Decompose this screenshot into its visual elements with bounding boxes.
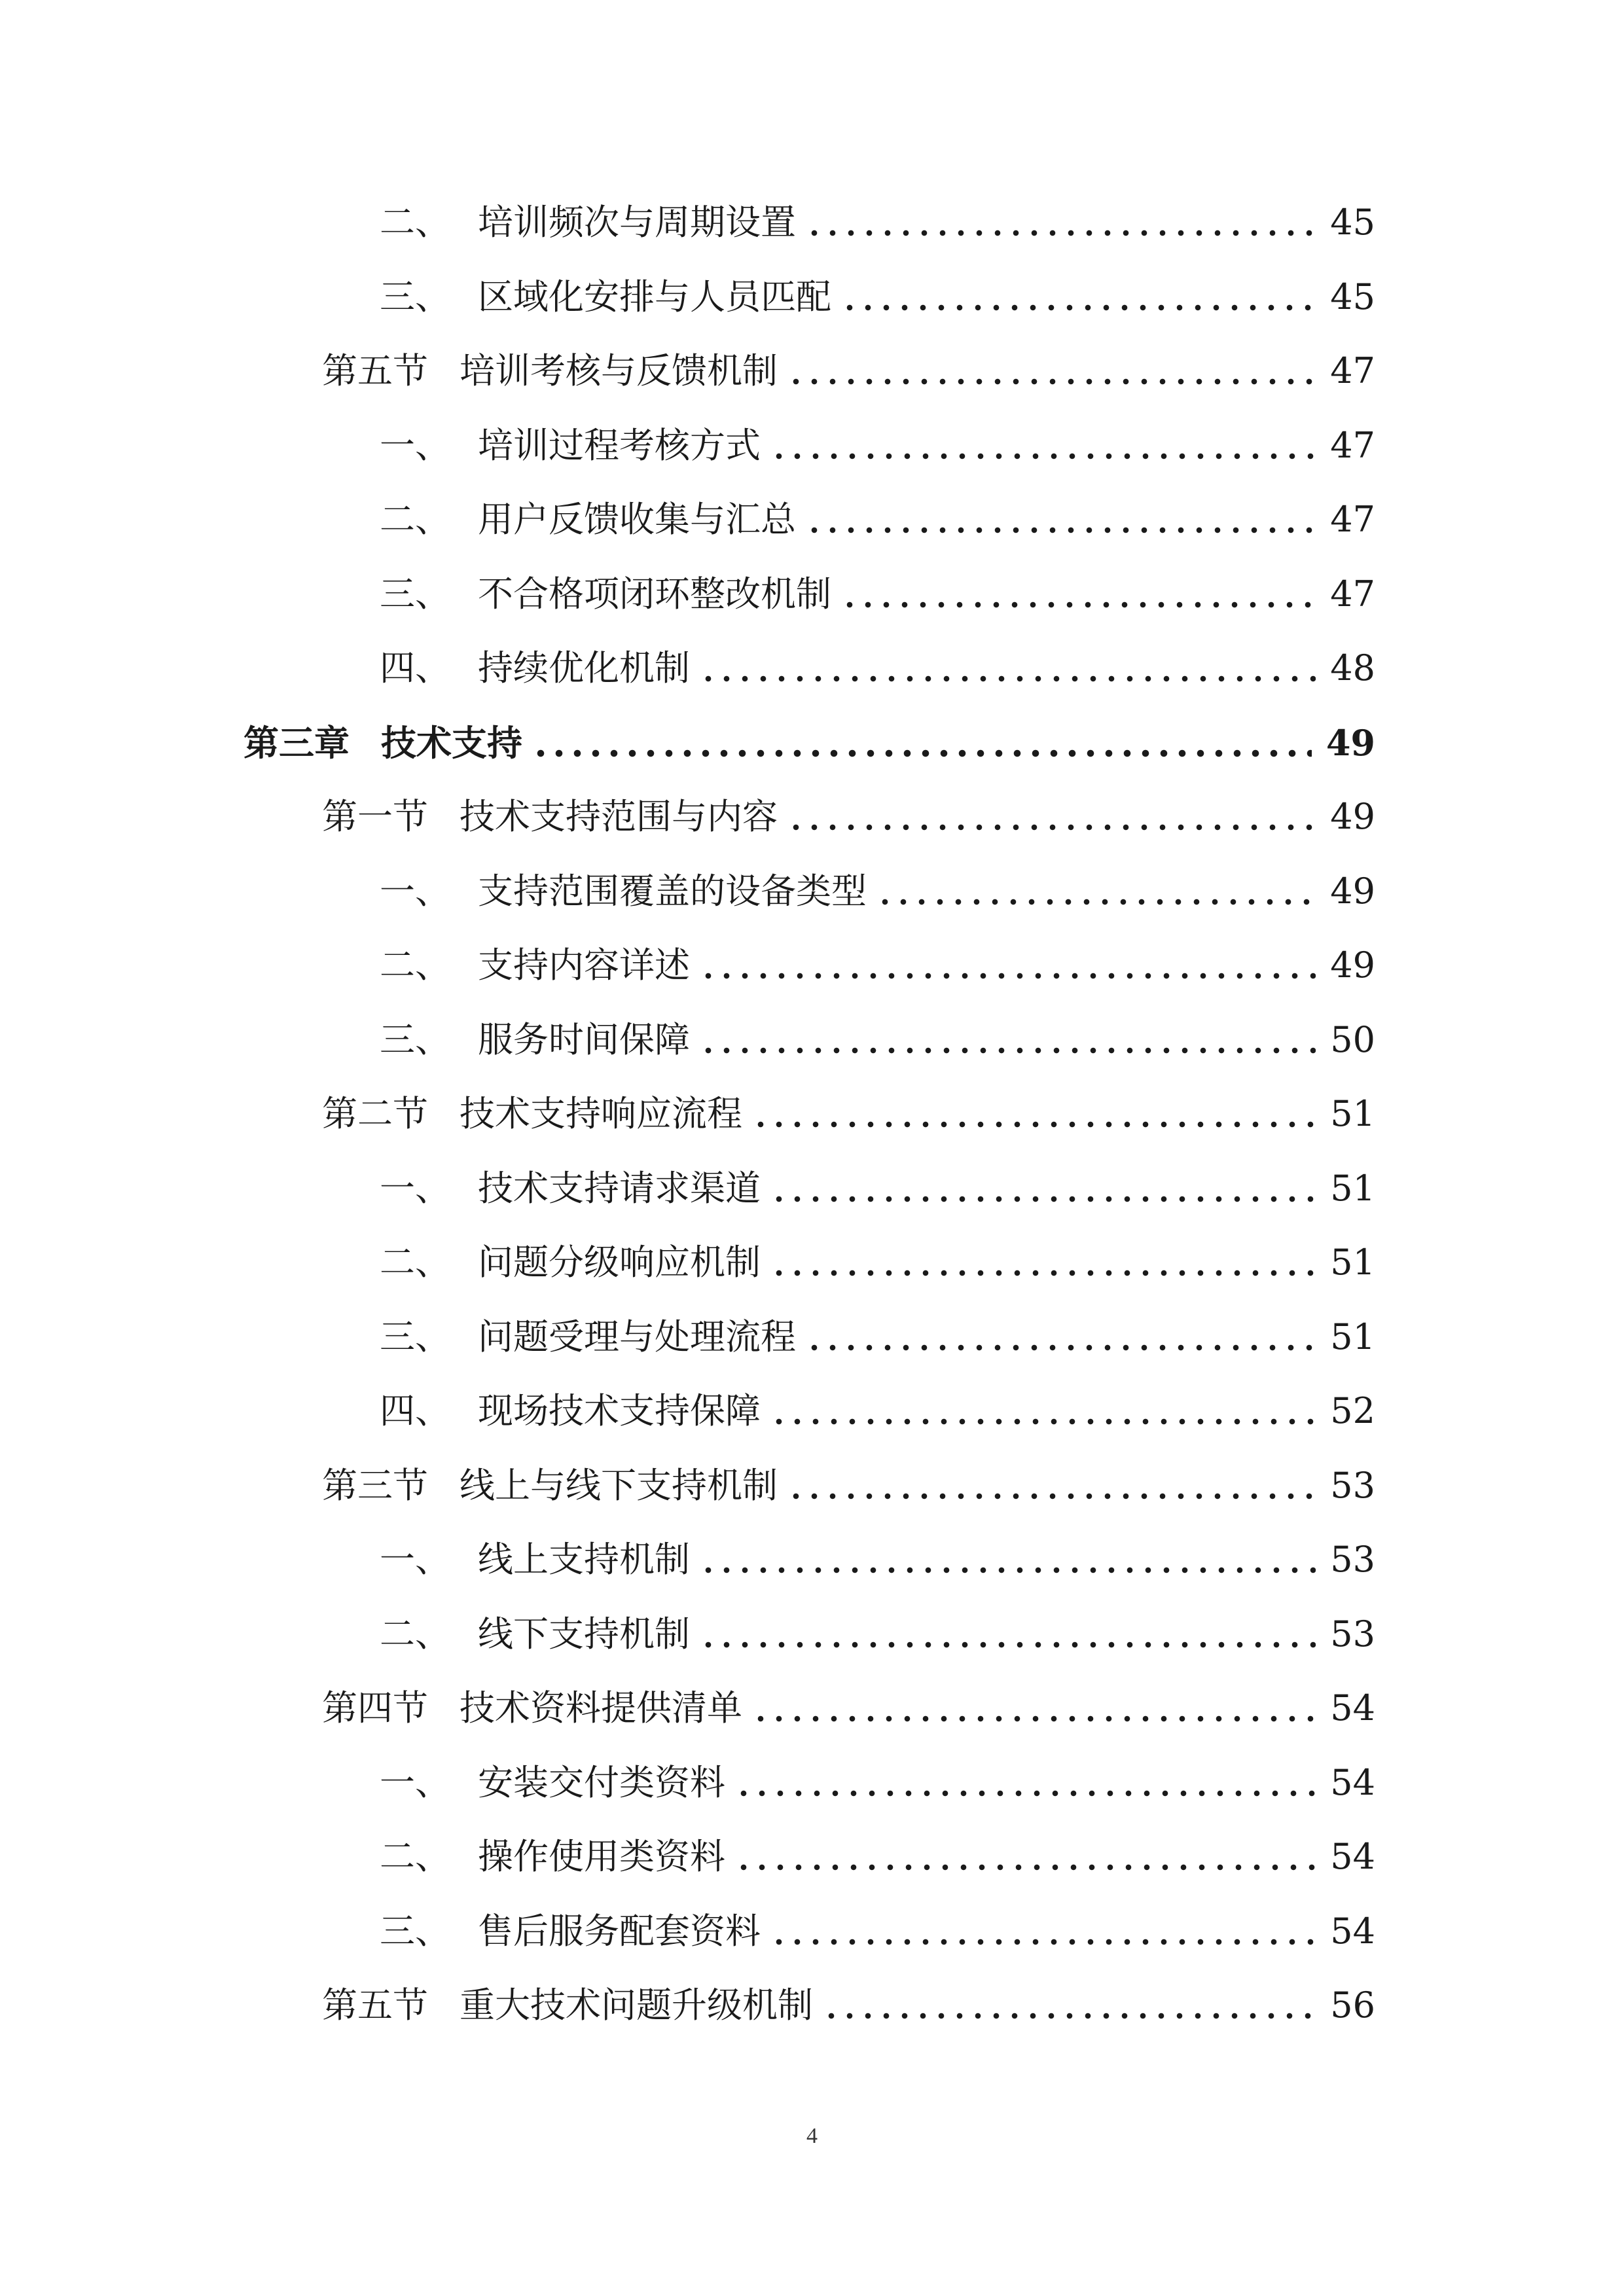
toc-entry[interactable]	[322, 1081, 1375, 1147]
toc-entry[interactable]	[380, 487, 1375, 552]
toc-entry-number: 第一节	[322, 796, 428, 837]
toc-entry-page: 51	[1330, 1168, 1375, 1209]
toc-entry-number: 二、	[380, 499, 450, 540]
toc-entry-title: 支持范围覆盖的设备类型	[478, 870, 867, 912]
toc-entry[interactable]	[380, 1007, 1375, 1073]
toc-entry-number: 二、	[380, 1836, 450, 1877]
toc-entry-title: 安装交付类资料	[478, 1762, 725, 1803]
toc-entry[interactable]	[322, 784, 1375, 850]
toc-entry-number: 第二节	[322, 1093, 428, 1134]
toc-entry-title: 区域化安排与人员匹配	[478, 276, 831, 317]
toc-entry-number: 三、	[380, 573, 450, 615]
toc-entry-number: 三、	[380, 1910, 450, 1952]
toc-entry-page: 49	[1330, 944, 1375, 986]
toc-entry-title: 用户反馈收集与汇总	[478, 499, 796, 540]
dot-leader	[805, 226, 1316, 240]
toc-entry[interactable]	[380, 1899, 1375, 1964]
toc-entry-title: 问题受理与处理流程	[478, 1316, 796, 1357]
toc-entry-title: 培训频次与周期设置	[478, 202, 796, 243]
toc-entry-page: 53	[1330, 1613, 1375, 1655]
toc-entry[interactable]	[322, 338, 1375, 404]
toc-entry-number: 二、	[380, 1613, 450, 1655]
toc-entry[interactable]	[380, 1156, 1375, 1221]
toc-entry-title: 技术支持范围与内容	[460, 796, 778, 837]
toc-entry[interactable]	[380, 1230, 1375, 1295]
toc-entry-number: 三、	[380, 1019, 450, 1060]
toc-entry-page: 54	[1330, 1687, 1375, 1729]
toc-entry-title: 操作使用类资料	[478, 1836, 725, 1877]
toc-entry[interactable]	[380, 264, 1375, 330]
toc-entry-title: 支持内容详述	[478, 944, 690, 986]
toc-entry-number: 第五节	[322, 1984, 428, 2026]
toc-entry-number: 三、	[380, 276, 450, 317]
dot-leader	[805, 1341, 1316, 1354]
dot-leader	[699, 672, 1316, 685]
toc-entry-number: 第三章	[244, 722, 350, 764]
dot-leader	[787, 375, 1316, 388]
toc-entry-page: 56	[1330, 1984, 1375, 2026]
toc-entry-page: 51	[1330, 1316, 1375, 1357]
toc-entry-title: 重大技术问题升级机制	[460, 1984, 813, 2026]
dot-leader	[876, 895, 1316, 908]
toc-entry-page: 45	[1330, 202, 1375, 243]
toc-entry-number: 二、	[380, 202, 450, 243]
toc-entry[interactable]	[244, 710, 1375, 776]
toc-entry-page: 53	[1330, 1465, 1375, 1506]
toc-entry[interactable]	[380, 636, 1375, 701]
toc-entry-page: 49	[1330, 796, 1375, 837]
dot-leader	[770, 1193, 1316, 1206]
dot-leader	[699, 1564, 1316, 1577]
toc-entry-page: 47	[1330, 425, 1375, 466]
dot-leader	[787, 1490, 1316, 1503]
toc-entry-title: 技术资料提供清单	[460, 1687, 742, 1729]
dot-leader	[751, 1712, 1316, 1725]
toc-entry[interactable]	[380, 1824, 1375, 1890]
toc-entry[interactable]	[380, 859, 1375, 924]
toc-entry[interactable]	[380, 190, 1375, 255]
dot-leader	[751, 1118, 1316, 1131]
toc-entry-number: 三、	[380, 1316, 450, 1357]
dot-leader	[840, 598, 1316, 611]
dot-leader	[734, 1861, 1316, 1874]
dot-leader	[699, 1638, 1316, 1651]
toc-entry[interactable]	[380, 933, 1375, 998]
toc-entry-page: 48	[1330, 647, 1375, 689]
toc-entry[interactable]	[380, 1304, 1375, 1370]
dot-leader	[734, 1787, 1316, 1800]
toc-entry-title: 线上与线下支持机制	[460, 1465, 778, 1506]
toc-entry-title: 售后服务配套资料	[478, 1910, 761, 1952]
toc-entry-page: 54	[1330, 1762, 1375, 1803]
toc-entry-page: 49	[1326, 722, 1375, 764]
toc-entry-number: 一、	[380, 1539, 450, 1580]
toc-entry-number: 第五节	[322, 350, 428, 391]
dot-leader	[770, 1935, 1316, 1948]
dot-leader	[770, 1266, 1316, 1280]
dot-leader	[840, 301, 1316, 314]
toc-entry[interactable]	[322, 1453, 1375, 1518]
toc-entry-title: 技术支持	[381, 722, 522, 764]
dot-leader	[787, 821, 1316, 834]
toc-entry-title: 现场技术支持保障	[478, 1390, 761, 1431]
toc-entry[interactable]	[322, 1973, 1375, 2038]
dot-leader	[770, 1415, 1316, 1428]
toc-entry-page: 47	[1330, 499, 1375, 540]
page-number: 4	[806, 2124, 818, 2148]
toc-entry-number: 一、	[380, 1762, 450, 1803]
toc-entry-title: 不合格项闭环整改机制	[478, 573, 831, 615]
dot-leader	[770, 450, 1316, 463]
toc-entry-number: 四、	[380, 1390, 450, 1431]
toc-entry-number: 一、	[380, 1168, 450, 1209]
toc-entry-number: 第三节	[322, 1465, 428, 1506]
toc-entry-page: 53	[1330, 1539, 1375, 1580]
toc-entry-page: 51	[1330, 1242, 1375, 1283]
toc-entry-title: 技术支持响应流程	[460, 1093, 742, 1134]
toc-entry-title: 线下支持机制	[478, 1613, 690, 1655]
dot-leader	[805, 524, 1316, 537]
toc-entry-page: 52	[1330, 1390, 1375, 1431]
toc-entry-number: 一、	[380, 870, 450, 912]
toc-entry-page: 47	[1330, 350, 1375, 391]
toc-entry[interactable]	[380, 413, 1375, 478]
toc-entry-title: 服务时间保障	[478, 1019, 690, 1060]
toc-entry-title: 培训过程考核方式	[478, 425, 761, 466]
toc-entry-page: 47	[1330, 573, 1375, 615]
dot-leader	[699, 969, 1316, 982]
toc-entry[interactable]	[380, 1750, 1375, 1816]
toc-entry-title: 技术支持请求渠道	[478, 1168, 761, 1209]
toc-entry-page: 54	[1330, 1910, 1375, 1952]
toc-entry[interactable]	[380, 1602, 1375, 1667]
toc-entry-number: 二、	[380, 944, 450, 986]
toc-entry-number: 四、	[380, 647, 450, 689]
toc-entry-number: 一、	[380, 425, 450, 466]
toc-entry-page: 51	[1330, 1093, 1375, 1134]
dot-leader	[699, 1044, 1316, 1057]
toc-entry[interactable]	[380, 1378, 1375, 1444]
toc-entry-page: 50	[1330, 1019, 1375, 1060]
toc-entry-title: 培训考核与反馈机制	[460, 350, 778, 391]
toc-entry-page: 54	[1330, 1836, 1375, 1877]
dot-leader	[822, 2009, 1316, 2022]
toc-entry-number: 第四节	[322, 1687, 428, 1729]
toc-entry[interactable]	[380, 1527, 1375, 1592]
toc-entry-title: 线上支持机制	[478, 1539, 690, 1580]
dot-leader	[532, 747, 1312, 760]
toc-entry-page: 49	[1330, 870, 1375, 912]
toc-entry-page: 45	[1330, 276, 1375, 317]
toc-entry-title: 持续优化机制	[478, 647, 690, 689]
toc-entry[interactable]	[322, 1676, 1375, 1741]
toc-entry-number: 二、	[380, 1242, 450, 1283]
toc-entry-title: 问题分级响应机制	[478, 1242, 761, 1283]
toc-entry[interactable]	[380, 562, 1375, 627]
